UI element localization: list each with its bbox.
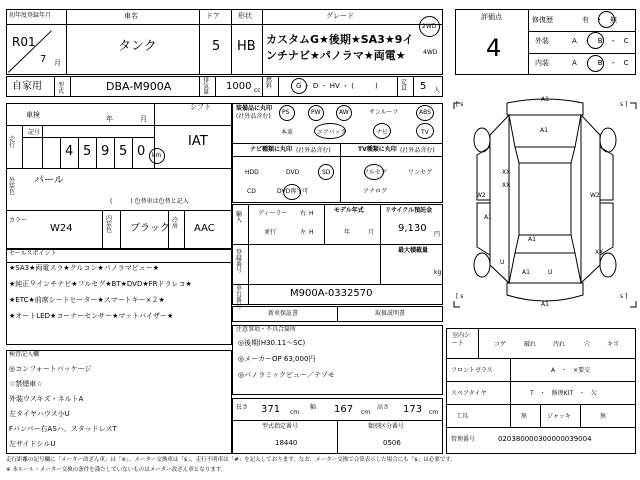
car-trunk xyxy=(509,253,581,283)
shape-label: 形状 xyxy=(238,12,252,20)
equip-ps: PS xyxy=(282,109,290,116)
recycle-yen: 円 xyxy=(434,231,441,238)
fuel-label: 燃料 xyxy=(266,77,273,90)
inspector-line-6: 左サイドシルU xyxy=(9,440,56,448)
usage: 自家用 xyxy=(12,81,42,92)
mileage-digit-4: 5 xyxy=(119,144,128,159)
doors-value: 5 xyxy=(212,39,221,54)
interior-label: 内装 xyxy=(535,59,549,67)
sales-point-label: セールスポイント xyxy=(9,250,57,257)
sheet-opt-stain: 汚れ xyxy=(553,341,566,348)
length-unit: cm xyxy=(290,409,300,416)
model-value: DBA-M900A xyxy=(106,80,172,93)
chassis-number: M900A-0332570 xyxy=(290,288,373,299)
exterior-selected-circle xyxy=(587,32,604,49)
right-rear-door xyxy=(600,203,613,255)
repair-options: 有 ・ 無 xyxy=(582,16,617,24)
diagram-bracket-bl: [ s xyxy=(456,293,464,300)
height-value: 173 xyxy=(403,404,423,415)
new-car-warranty: 新車保証書 xyxy=(268,310,299,317)
drive-2wd: 2WD xyxy=(422,23,437,30)
exterior-color: パール xyxy=(34,175,64,186)
first-reg-month: 7 xyxy=(40,54,47,65)
first-reg-year: R01 xyxy=(12,35,36,49)
jack-value: 無 xyxy=(600,413,607,420)
drive-4wd: 4WD xyxy=(423,49,438,56)
sheet-opt-burn: コゲ xyxy=(494,341,507,348)
inspector-line-3: 外装ウスキズ・ネルトA xyxy=(9,395,84,403)
car-left-body xyxy=(490,115,509,283)
tv-analog: アナログ xyxy=(363,188,388,195)
nav-sd: SD xyxy=(322,169,331,176)
displacement-label: 排気量 xyxy=(203,77,210,96)
import-label: 輸入 xyxy=(236,211,243,224)
interior-color: ブラック xyxy=(130,223,170,234)
category-label: 類別区分番号 xyxy=(368,423,405,430)
model-month-unit: 月 xyxy=(368,229,375,236)
notes-line-3: ◎パノラミックビュー／テゾモ xyxy=(238,371,335,379)
repair-label: 修復歴 xyxy=(532,16,553,24)
equip-airbag: エアバック xyxy=(317,129,347,136)
diagram-label-a1-bumper: A1 xyxy=(541,301,549,308)
displacement-unit: cc xyxy=(254,87,261,94)
sheet-opt-tear: 破れ xyxy=(524,341,537,348)
score-label: 評価点 xyxy=(481,13,502,21)
mileage-digit-2: 5 xyxy=(83,144,92,159)
owner-manual: 取扱説明書 xyxy=(375,310,406,317)
car-roof xyxy=(519,163,571,235)
notes-line-1: ◎後期(H30.11〜SC) xyxy=(238,339,306,347)
tools-value: 無 xyxy=(521,413,528,420)
mgmt-label: 管理番号 xyxy=(451,436,476,443)
inspector-notes-label: 検査記入欄 xyxy=(9,351,40,358)
height-unit: cm xyxy=(429,409,439,416)
tv-fullseg: フルセグ xyxy=(363,169,387,176)
grade-label: グレード xyxy=(326,12,354,20)
sheet-opt-hole: 穴 xyxy=(584,341,591,348)
category-value: 0506 xyxy=(383,439,401,447)
exterior-color-label: 外装色 xyxy=(9,177,16,196)
diagram-label-a1-front: A1 xyxy=(541,96,549,103)
equip-sunroof: サンルーフ xyxy=(369,109,399,116)
equip-leather: 本革 xyxy=(281,129,294,136)
repair-selected-circle xyxy=(598,11,615,28)
diagram-label-a1-hood: A1 xyxy=(540,127,548,134)
diagram-label-a1-trunk: A1 xyxy=(528,236,536,243)
capacity-label: 定員 xyxy=(401,79,408,92)
km-unit: km xyxy=(152,152,162,159)
diagram-label-xx-1: XX xyxy=(502,169,511,176)
mileage-digit-5: 0 xyxy=(137,144,146,159)
import-right-h: H xyxy=(309,210,314,217)
diagram-label-w2-right: W2 xyxy=(590,192,600,199)
windshield-label: フロントガラス xyxy=(451,367,493,374)
fuel-options: G ・ D ・ HV ・ ( ) xyxy=(296,82,378,90)
mileage-digit-3: 9 xyxy=(101,144,110,159)
height-label: 高さ xyxy=(377,404,390,411)
notes-label: 注意事項・不具合箇所 xyxy=(236,326,297,333)
ac-label: 冷房 xyxy=(172,217,179,230)
import-left-h: H xyxy=(309,229,314,236)
car-windshield xyxy=(515,147,575,163)
equipment-title: 装備品に丸印 xyxy=(236,105,273,112)
left-rear-door xyxy=(477,203,490,255)
interior-sheet-label: 室内シート xyxy=(452,332,471,347)
color-code: W24 xyxy=(50,223,73,234)
tools-label: 工具 xyxy=(456,413,469,420)
tv-oneseg: ワンセグ xyxy=(408,169,433,176)
designation-label: 型式指定番号 xyxy=(262,423,299,430)
inspector-line-1: ◎コンフォートパッケージ xyxy=(9,365,92,373)
chassis-label: 車台番号 xyxy=(236,285,243,310)
first-reg-month-unit: 月 xyxy=(54,59,61,67)
width-label: 幅 xyxy=(310,404,317,411)
right-front-door xyxy=(600,147,613,200)
exterior-options: A ・ B ・ C xyxy=(572,37,629,45)
sales-point-line-3: ★ETC★前席シートヒーター★スマートキー×２★ xyxy=(9,296,165,304)
diagram-corner-tr xyxy=(630,103,636,109)
capacity-value: 5 xyxy=(420,81,427,92)
sheet-opt-scratch: キズ xyxy=(607,341,619,348)
first-reg-label: 初年度登録年月 xyxy=(9,12,52,19)
import-dealer: ディーラー xyxy=(258,210,288,217)
inspection-month-unit: 月 xyxy=(140,115,147,123)
shift-value: IAT xyxy=(188,134,208,149)
interior-selected-circle xyxy=(587,55,604,72)
nav-cd: CD xyxy=(247,188,256,195)
diagram-label-u-right: U xyxy=(548,269,553,276)
equipment-subtitle: (社外品含む) xyxy=(236,113,271,120)
car-name: タンク xyxy=(118,39,157,54)
import-right: 右 xyxy=(300,210,307,217)
equip-nav: ナビ xyxy=(376,129,389,136)
max-load-unit: kg xyxy=(434,269,442,276)
car-name-label: 車名 xyxy=(124,12,138,20)
diagram-corner-bl xyxy=(454,301,460,307)
nav-title: ナビ種類に丸印 xyxy=(250,146,293,153)
jack-label: ジャッキ xyxy=(547,413,571,420)
wheel-rl xyxy=(474,253,490,277)
interior-color-label: 内装色 xyxy=(106,215,113,234)
length-label: 長さ xyxy=(236,404,249,411)
model-year-label: モデル年式 xyxy=(334,207,364,214)
equip-tv: TV xyxy=(421,129,429,136)
diagram-bracket-tr: s ] xyxy=(620,101,628,108)
color-change-note: ( ) 色替車は色替と記入 xyxy=(110,198,189,205)
sales-point-line-2: ★純正９インチナビ★フルセグ★BT★DVD★FRドラレコ★ xyxy=(9,280,192,288)
grade-line-1: カスタムG★後期★SA3★9イ xyxy=(266,33,414,46)
import-left: 左 xyxy=(300,229,307,236)
length-value: 371 xyxy=(261,404,281,415)
grade-line-2: ンチナビ★パノラマ★両電★ xyxy=(266,49,406,62)
diagram-label-u-left: U xyxy=(500,259,505,266)
nav-hdd: HDD xyxy=(245,169,259,176)
sales-point-line-1: ★SA3★両電スラ★クルコン★パノラマビュー★ xyxy=(9,264,159,272)
inspection-year-unit: 年 xyxy=(106,115,113,123)
spare-tire-value: T ・ 修理KIT ・ 欠 xyxy=(530,390,598,397)
car-rear-bumper xyxy=(507,283,583,301)
equip-pw: PW xyxy=(311,109,321,116)
designation-value: 18440 xyxy=(275,439,298,447)
inspection-label: 車検 xyxy=(26,111,40,119)
equip-aw: AW xyxy=(339,109,349,116)
interior-options: A ・ B ・ C xyxy=(572,59,629,67)
equip-abs: ABS xyxy=(419,109,431,116)
wheel-fr xyxy=(600,128,616,152)
wheel-fl xyxy=(474,128,490,152)
doors-label: ドア xyxy=(206,12,220,20)
diagram-label-xx-3: XX xyxy=(595,249,604,256)
windshield-value: A ・ ×要交 xyxy=(551,367,591,374)
width-value: 167 xyxy=(334,404,354,415)
reg-number-label: 登録番号 xyxy=(236,249,243,274)
displacement-value: 1000 xyxy=(226,81,252,92)
diagram-label-a1-rear: A1 xyxy=(522,269,530,276)
diagram-corner-br xyxy=(630,301,636,307)
model-year-unit: 年 xyxy=(344,229,351,236)
capacity-unit: 人 xyxy=(434,87,441,94)
footer-line-1: 走行距離の記号欄に「メーター改ざん車」は「※」、メーター交換車は「$」、走行不明車は「#」を記入しております。なお、メーター交換で合算表示した場合にも「$」は必要です。 xyxy=(6,457,456,463)
inspector-line-4: 左タイヤハウス小U xyxy=(9,410,70,418)
car-rear-window xyxy=(515,235,575,253)
diagram-label-a1-left: A1 xyxy=(484,214,492,221)
ac-value: AAC xyxy=(194,223,215,234)
mileage-digit-1: 4 xyxy=(65,144,74,159)
diagram-label-xx-2: XX xyxy=(502,182,511,189)
mgmt-number: 020380000300000039004 xyxy=(498,435,592,443)
import-parallel: 並行 xyxy=(264,229,277,236)
inspector-line-2: ☆禁煙車☆ xyxy=(9,380,43,388)
wheel-rr xyxy=(600,253,616,277)
score-value: 4 xyxy=(486,34,502,62)
mileage-label: 走行 xyxy=(9,136,16,149)
notes-line-2: ◎メーカーOP 63,000円 xyxy=(238,355,316,363)
width-unit: cm xyxy=(361,409,371,416)
nav-sub: (社外品含む) xyxy=(296,147,331,154)
sales-point-line-4: ★オートLED★コーナーセンサー★マットバイザー★ xyxy=(9,312,174,320)
tv-title: TV種類に丸印 xyxy=(358,146,397,153)
diagram-label-w2-left: W2 xyxy=(476,192,486,199)
diagram-bracket-br: s ] xyxy=(620,293,628,300)
shift-label: シフト xyxy=(190,103,211,111)
color-code-label: カラー xyxy=(9,217,28,224)
memo-label: 記号 xyxy=(28,129,41,136)
nav-dvdplay: DVD再生可 xyxy=(277,188,309,195)
model-label: 型式 xyxy=(58,82,65,95)
nav-dvd: DVD xyxy=(286,169,300,176)
tv-sub: (社外品含む) xyxy=(400,147,435,154)
car-right-body xyxy=(581,115,600,283)
shape-value: HB xyxy=(237,39,256,54)
diagram-bracket-tl: [ s xyxy=(456,101,464,108)
recycle-value: 9,130 xyxy=(398,223,427,234)
inspector-line-5: Fバンパー右ASハ、スタッドレスT xyxy=(9,425,117,433)
recycle-label: リサイクル預託金 xyxy=(385,207,433,214)
footer-line-2: ※ 本ルール・メーター交換の条件を満たしていないものはメーター改ざん車となります。 xyxy=(6,467,227,473)
exterior-label: 外装 xyxy=(535,37,549,45)
max-load-label: 最大積載量 xyxy=(398,247,429,254)
spare-tire-label: スペアタイヤ xyxy=(451,390,487,397)
